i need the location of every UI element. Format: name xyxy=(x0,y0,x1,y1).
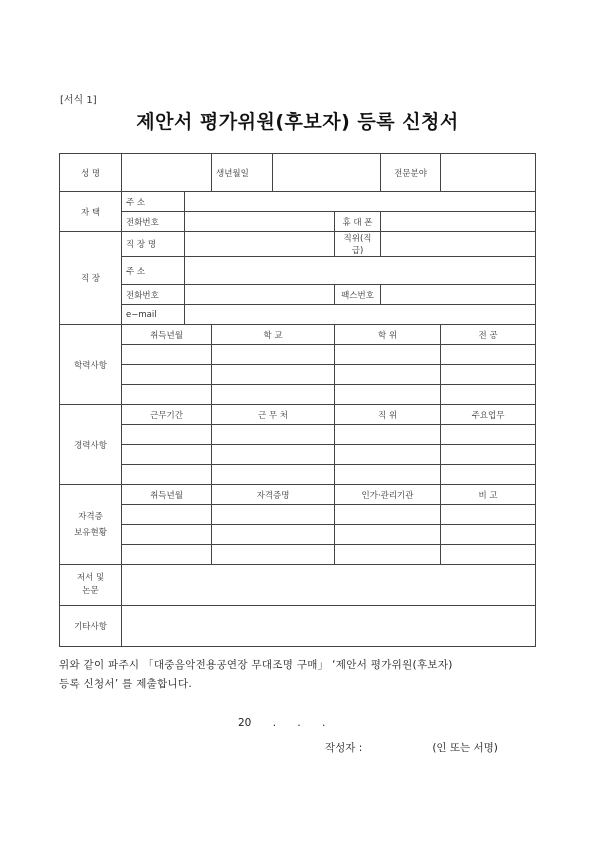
education-section-label: 학력사항 xyxy=(60,325,122,405)
declaration-text xyxy=(59,656,539,694)
work-address-field[interactable] xyxy=(185,257,536,285)
education-header: 취득년월 xyxy=(122,325,212,345)
declaration-line-2: 등록 신청서’ 를 제출합니다. xyxy=(59,678,193,690)
form-number: [서식 1] xyxy=(60,95,97,106)
career-cell[interactable] xyxy=(441,425,536,445)
license-cell[interactable] xyxy=(335,525,441,545)
position-label: 직위(직급) xyxy=(335,232,381,257)
career-cell[interactable] xyxy=(441,465,536,485)
education-header: 학 위 xyxy=(335,325,441,345)
fax-field[interactable] xyxy=(381,285,536,305)
license-cell[interactable] xyxy=(122,545,212,565)
date-line: 20 . . . xyxy=(238,717,326,729)
mobile-field[interactable] xyxy=(381,212,536,232)
publications-label xyxy=(60,565,122,606)
license-cell[interactable] xyxy=(335,505,441,525)
other-label: 기타사항 xyxy=(60,606,122,647)
name-label: 성 명 xyxy=(60,154,122,192)
publications-label-line2: 논문 xyxy=(82,586,99,596)
license-cell[interactable] xyxy=(212,505,335,525)
education-cell[interactable] xyxy=(122,365,212,385)
education-cell[interactable] xyxy=(441,385,536,405)
career-cell[interactable] xyxy=(335,445,441,465)
company-label: 직 장 명 xyxy=(122,232,185,257)
career-cell[interactable] xyxy=(212,445,335,465)
license-cell[interactable] xyxy=(441,545,536,565)
license-label-line2: 보유현황 xyxy=(74,527,107,538)
signer-label: 작성자 : xyxy=(325,742,363,754)
license-header: 자격증명 xyxy=(212,485,335,505)
education-cell[interactable] xyxy=(441,345,536,365)
career-section-label: 경력사항 xyxy=(60,405,122,485)
license-cell[interactable] xyxy=(122,525,212,545)
education-cell[interactable] xyxy=(122,345,212,365)
license-cell[interactable] xyxy=(335,545,441,565)
career-cell[interactable] xyxy=(335,465,441,485)
license-header: 비 고 xyxy=(441,485,536,505)
career-header: 근 무 처 xyxy=(212,405,335,425)
education-cell[interactable] xyxy=(122,385,212,405)
email-field[interactable] xyxy=(185,305,536,325)
career-cell[interactable] xyxy=(212,465,335,485)
home-phone-field[interactable] xyxy=(185,212,335,232)
license-cell[interactable] xyxy=(212,545,335,565)
other-field[interactable] xyxy=(122,606,536,647)
home-section-label: 자 택 xyxy=(60,192,122,232)
license-label-line1: 자격증 xyxy=(78,511,103,522)
license-header: 취득년월 xyxy=(122,485,212,505)
work-phone-label: 전화번호 xyxy=(122,285,185,305)
declaration-line-1: 위와 같이 파주시 「대중음악전용공연장 무대조명 구매」 ‘제안서 평가위원(후보자) xyxy=(59,659,453,671)
specialty-label: 전문분야 xyxy=(381,154,441,192)
career-header: 주요업무 xyxy=(441,405,536,425)
education-cell[interactable] xyxy=(335,385,441,405)
birth-date-field[interactable] xyxy=(273,154,381,192)
license-cell[interactable] xyxy=(441,525,536,545)
education-cell[interactable] xyxy=(335,365,441,385)
career-cell[interactable] xyxy=(441,445,536,465)
name-field[interactable] xyxy=(122,154,212,192)
fax-label: 팩스번호 xyxy=(335,285,381,305)
education-cell[interactable] xyxy=(335,345,441,365)
career-cell[interactable] xyxy=(122,425,212,445)
education-cell[interactable] xyxy=(212,365,335,385)
home-address-label: 주 소 xyxy=(122,192,185,212)
license-section-label xyxy=(60,485,122,565)
signature-note: (인 또는 서명) xyxy=(432,742,498,754)
page-title: 제안서 평가위원(후보자) 등록 신청서 xyxy=(136,111,459,133)
publications-label-line1: 저서 및 xyxy=(76,573,105,583)
career-cell[interactable] xyxy=(122,445,212,465)
license-header: 인가·관리기관 xyxy=(335,485,441,505)
work-phone-field[interactable] xyxy=(185,285,335,305)
education-header: 학 교 xyxy=(212,325,335,345)
home-phone-label: 전화번호 xyxy=(122,212,185,232)
company-field[interactable] xyxy=(185,232,335,257)
education-cell[interactable] xyxy=(212,345,335,365)
education-header: 전 공 xyxy=(441,325,536,345)
career-header: 근무기간 xyxy=(122,405,212,425)
birth-date-label: 생년월일 xyxy=(212,154,273,192)
signature-line xyxy=(325,740,498,755)
email-label: e−mail xyxy=(122,305,185,325)
position-field[interactable] xyxy=(381,232,536,257)
publications-field[interactable] xyxy=(122,565,536,606)
work-address-label: 주 소 xyxy=(122,257,185,285)
education-cell[interactable] xyxy=(441,365,536,385)
mobile-label: 휴 대 폰 xyxy=(335,212,381,232)
license-cell[interactable] xyxy=(212,525,335,545)
home-address-field[interactable] xyxy=(185,192,536,212)
career-header: 직 위 xyxy=(335,405,441,425)
license-cell[interactable] xyxy=(122,505,212,525)
career-cell[interactable] xyxy=(122,465,212,485)
work-section-label: 직 장 xyxy=(60,232,122,325)
education-cell[interactable] xyxy=(212,385,335,405)
specialty-field[interactable] xyxy=(441,154,536,192)
career-cell[interactable] xyxy=(212,425,335,445)
registration-form-table xyxy=(59,153,536,647)
career-cell[interactable] xyxy=(335,425,441,445)
license-cell[interactable] xyxy=(441,505,536,525)
